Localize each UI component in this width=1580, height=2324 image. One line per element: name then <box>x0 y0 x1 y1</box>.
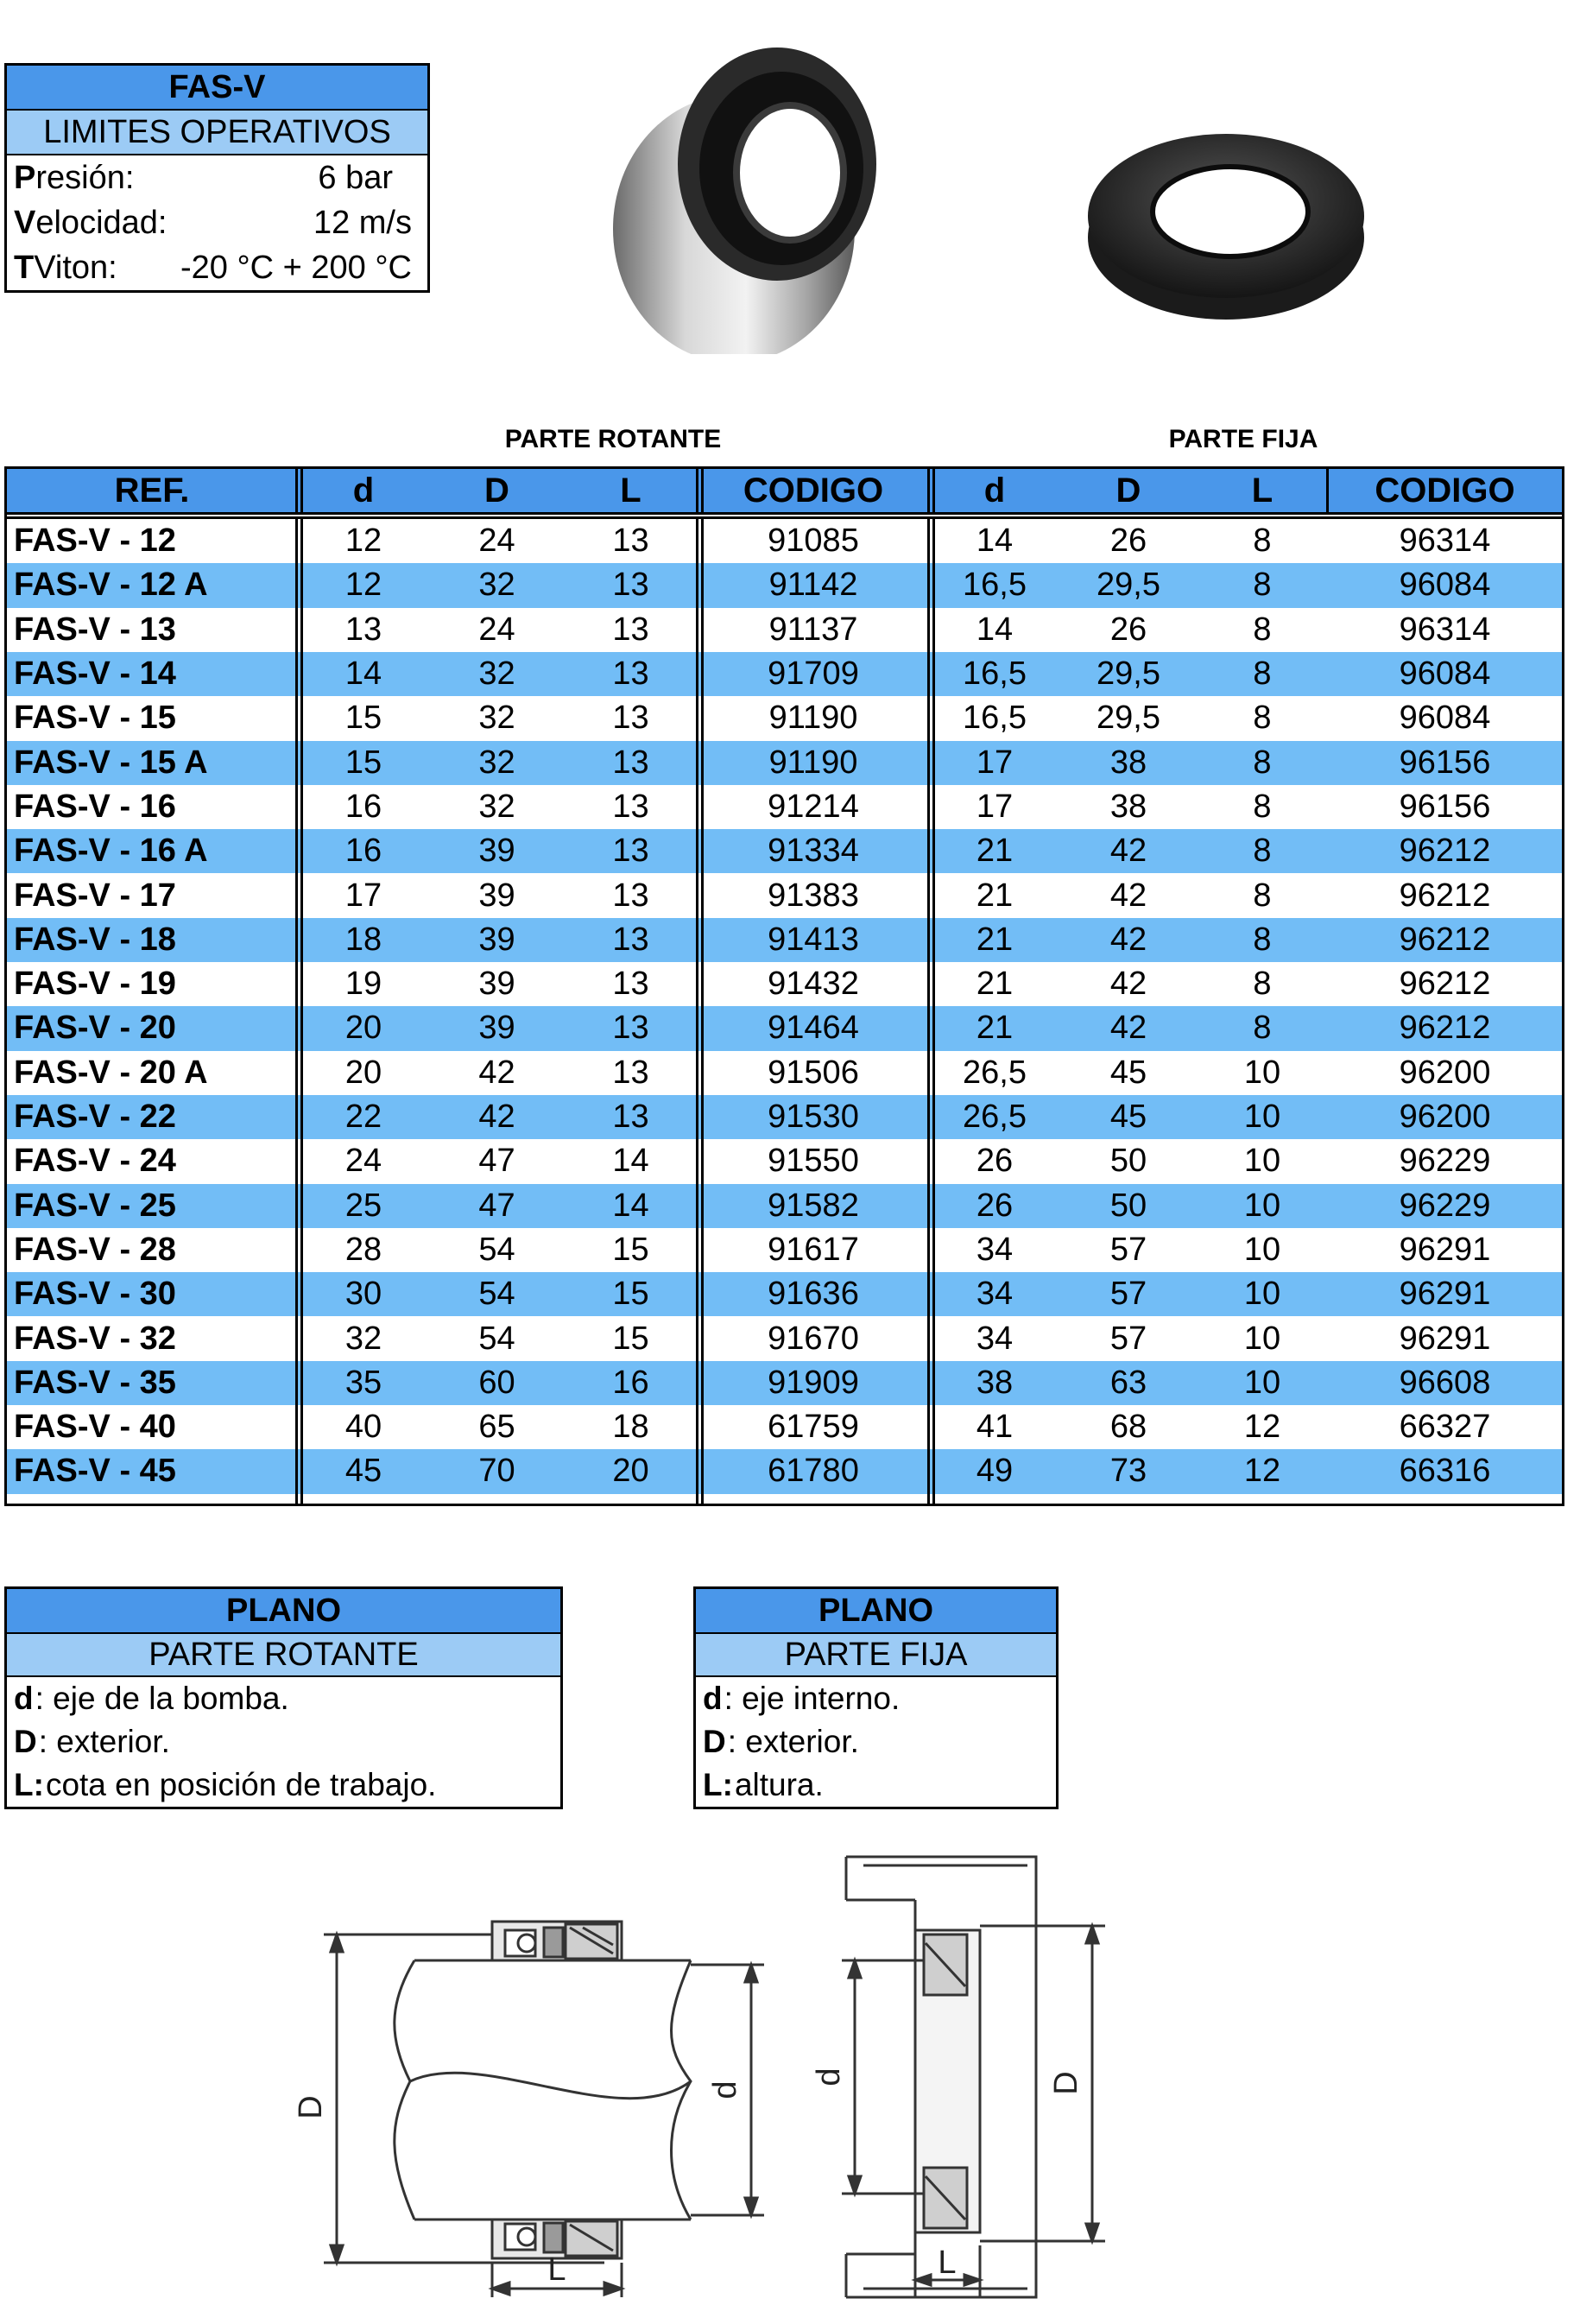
drawing-label-fix-L: L <box>938 2245 957 2281</box>
table-cell: 96291 <box>1399 1231 1491 1268</box>
table-cell: 45 <box>344 1453 382 1490</box>
plano-text: : eje interno. <box>724 1681 901 1716</box>
table-cell: 13 <box>612 611 649 648</box>
table-cell: 13 <box>612 1054 649 1091</box>
table-separator <box>300 469 303 1504</box>
fixed-seat-photo <box>1088 134 1364 320</box>
table-cell: 96314 <box>1399 522 1491 560</box>
table-cell: 54 <box>478 1320 515 1357</box>
table-cell: 20 <box>344 1010 382 1047</box>
table-header-cell: L <box>564 469 698 512</box>
table-cell: 10 <box>1243 1364 1281 1401</box>
table-cell: 42 <box>1109 833 1147 870</box>
table-cell: 13 <box>344 611 382 648</box>
table-cell: 29,5 <box>1097 655 1160 693</box>
ref-cell: FAS-V - 22 <box>14 1099 176 1136</box>
limits-box <box>4 63 430 293</box>
table-cell: 96212 <box>1399 877 1491 914</box>
table-cell: 66327 <box>1399 1409 1491 1446</box>
limits-initial: V <box>14 204 36 241</box>
table-cell: 91506 <box>768 1054 859 1091</box>
table-separator <box>1326 469 1329 512</box>
plano-text: : exterior. <box>727 1724 859 1759</box>
table-cell: 96212 <box>1399 1010 1491 1047</box>
table-cell: 34 <box>976 1320 1014 1357</box>
limits-value: -20 °C + 200 °C <box>180 249 412 286</box>
table-cell: 96084 <box>1399 567 1491 604</box>
table-cell: 34 <box>976 1231 1014 1268</box>
table-cell: 8 <box>1253 567 1272 604</box>
table-header-cell: L <box>1197 469 1328 512</box>
table-separator <box>696 469 698 1504</box>
table-cell: 91432 <box>768 966 859 1003</box>
table-cell: 8 <box>1253 744 1272 781</box>
ref-cell: FAS-V - 45 <box>14 1453 176 1490</box>
table-cell: 42 <box>478 1099 515 1136</box>
table-cell: 49 <box>976 1453 1014 1490</box>
table-cell: 17 <box>976 788 1014 825</box>
table-cell: 13 <box>612 700 649 737</box>
table-separator <box>701 469 704 1504</box>
table-cell: 8 <box>1253 877 1272 914</box>
table-cell: 15 <box>612 1320 649 1357</box>
table-cell: 20 <box>612 1453 649 1490</box>
limits-title: FAS-V <box>7 66 427 111</box>
table-cell: 30 <box>344 1276 382 1313</box>
plano-rotante-row <box>7 1764 560 1807</box>
table-cell: 91670 <box>768 1320 859 1357</box>
table-cell: 14 <box>612 1143 649 1180</box>
ref-cell: FAS-V - 13 <box>14 611 176 648</box>
ref-cell: FAS-V - 20 A <box>14 1054 208 1091</box>
table-cell: 70 <box>478 1453 515 1490</box>
plano-rotante-box <box>4 1586 563 1809</box>
table-cell: 91550 <box>768 1143 859 1180</box>
limits-initial: T <box>14 249 35 286</box>
table-cell: 34 <box>976 1276 1014 1313</box>
table-cell: 12 <box>1243 1453 1281 1490</box>
table-cell: 10 <box>1243 1099 1281 1136</box>
table-cell: 13 <box>612 921 649 958</box>
plano-rotante-row <box>7 1720 560 1764</box>
table-cell: 39 <box>478 833 515 870</box>
table-cell: 38 <box>1109 788 1147 825</box>
plano-fija-box <box>693 1586 1059 1809</box>
table-cell: 57 <box>1109 1231 1147 1268</box>
table-cell: 41 <box>976 1409 1014 1446</box>
table-cell: 96200 <box>1399 1099 1491 1136</box>
table-cell: 96156 <box>1399 744 1491 781</box>
table-cell: 91530 <box>768 1099 859 1136</box>
table-cell: 21 <box>976 877 1014 914</box>
product-photos <box>587 17 1416 354</box>
table-cell: 66316 <box>1399 1453 1491 1490</box>
table-cell: 13 <box>612 1099 649 1136</box>
table-cell: 13 <box>612 744 649 781</box>
table-cell: 96156 <box>1399 788 1491 825</box>
plano-text: : exterior. <box>38 1724 170 1759</box>
table-cell: 15 <box>612 1276 649 1313</box>
table-cell: 32 <box>478 744 515 781</box>
table-cell: 28 <box>344 1231 382 1268</box>
table-cell: 13 <box>612 788 649 825</box>
table-cell: 14 <box>976 611 1014 648</box>
table-cell: 21 <box>976 833 1014 870</box>
table-cell: 8 <box>1253 966 1272 1003</box>
table-cell: 24 <box>478 522 515 560</box>
plano-fija-row <box>696 1677 1056 1720</box>
table-cell: 16,5 <box>963 700 1027 737</box>
table-cell: 26 <box>976 1143 1014 1180</box>
table-cell: 13 <box>612 567 649 604</box>
table-cell: 45 <box>1109 1099 1147 1136</box>
plano-fija-subtitle: PARTE FIJA <box>696 1634 1056 1677</box>
ref-cell: FAS-V - 14 <box>14 655 176 693</box>
table-cell: 29,5 <box>1097 567 1160 604</box>
table-cell: 13 <box>612 966 649 1003</box>
ref-cell: FAS-V - 12 <box>14 522 176 560</box>
table-cell: 40 <box>344 1409 382 1446</box>
plano-key: d <box>703 1681 723 1716</box>
plano-text: altura. <box>734 1767 824 1802</box>
table-cell: 57 <box>1109 1276 1147 1313</box>
ref-cell: FAS-V - 12 A <box>14 567 208 604</box>
ref-cell: FAS-V - 25 <box>14 1187 176 1224</box>
table-cell: 26 <box>976 1187 1014 1224</box>
drawing-label-rot-L: L <box>547 2251 566 2288</box>
table-cell: 39 <box>478 921 515 958</box>
table-cell: 96229 <box>1399 1143 1491 1180</box>
table-cell: 12 <box>1243 1409 1281 1446</box>
table-cell: 26,5 <box>963 1054 1027 1091</box>
table-cell: 10 <box>1243 1231 1281 1268</box>
plano-rotante-row <box>7 1677 560 1720</box>
table-cell: 39 <box>478 1010 515 1047</box>
table-header-cell: REF. <box>7 469 297 512</box>
table-cell: 8 <box>1253 655 1272 693</box>
drawing-label-fix-D: D <box>1048 2071 1084 2095</box>
table-separator <box>932 469 935 1504</box>
ref-cell: FAS-V - 35 <box>14 1364 176 1401</box>
table-cell: 65 <box>478 1409 515 1446</box>
limits-row-pressure <box>7 155 427 200</box>
table-cell: 24 <box>344 1143 382 1180</box>
table-cell: 15 <box>612 1231 649 1268</box>
table-cell: 96314 <box>1399 611 1491 648</box>
dimensions-table <box>4 466 1564 1506</box>
table-cell: 96291 <box>1399 1320 1491 1357</box>
ref-cell: FAS-V - 20 <box>14 1010 176 1047</box>
table-cell: 8 <box>1253 833 1272 870</box>
table-cell: 91214 <box>768 788 859 825</box>
table-cell: 91909 <box>768 1364 859 1401</box>
limits-value: 6 bar <box>318 159 393 196</box>
limits-label: Viton: <box>34 249 117 286</box>
section-label-fixed: PARTE FIJA <box>1168 425 1318 453</box>
table-cell: 73 <box>1109 1453 1147 1490</box>
table-cell: 16 <box>344 833 382 870</box>
technical-drawings <box>259 1848 1174 2315</box>
section-label-rotating: PARTE ROTANTE <box>504 425 722 453</box>
table-cell: 18 <box>612 1409 649 1446</box>
table-header-cell: D <box>430 469 564 512</box>
table-cell: 38 <box>976 1364 1014 1401</box>
drawing-label-rot-d: d <box>707 2080 743 2099</box>
table-cell: 57 <box>1109 1320 1147 1357</box>
table-cell: 13 <box>612 1010 649 1047</box>
ref-cell: FAS-V - 24 <box>14 1143 176 1180</box>
table-cell: 13 <box>612 522 649 560</box>
table-cell: 8 <box>1253 522 1272 560</box>
table-cell: 10 <box>1243 1054 1281 1091</box>
table-cell: 96084 <box>1399 655 1491 693</box>
table-cell: 91617 <box>768 1231 859 1268</box>
table-cell: 10 <box>1243 1143 1281 1180</box>
table-cell: 12 <box>344 567 382 604</box>
table-cell: 91190 <box>768 744 858 781</box>
table-cell: 17 <box>976 744 1014 781</box>
table-cell: 96084 <box>1399 700 1491 737</box>
table-cell: 16,5 <box>963 567 1027 604</box>
table-cell: 21 <box>976 921 1014 958</box>
ref-cell: FAS-V - 16 A <box>14 833 208 870</box>
table-cell: 42 <box>1109 921 1147 958</box>
plano-rotante-subtitle: PARTE ROTANTE <box>7 1634 560 1677</box>
table-cell: 91137 <box>768 611 858 648</box>
table-cell: 8 <box>1253 1010 1272 1047</box>
table-cell: 39 <box>478 966 515 1003</box>
ref-cell: FAS-V - 17 <box>14 877 176 914</box>
limits-row-temperature <box>7 245 427 290</box>
plano-key: D <box>703 1724 726 1759</box>
table-cell: 96200 <box>1399 1054 1491 1091</box>
table-cell: 18 <box>344 921 382 958</box>
table-cell: 61780 <box>768 1453 859 1490</box>
table-separator <box>927 469 930 1504</box>
ref-cell: FAS-V - 30 <box>14 1276 176 1313</box>
table-cell: 38 <box>1109 744 1147 781</box>
table-cell: 26 <box>1109 611 1147 648</box>
plano-key: d <box>14 1681 34 1716</box>
ref-cell: FAS-V - 40 <box>14 1409 176 1446</box>
table-cell: 42 <box>1109 877 1147 914</box>
limits-value: 12 m/s <box>313 204 412 241</box>
limits-label: resión: <box>35 159 135 196</box>
plano-fija-title: PLANO <box>696 1589 1056 1634</box>
table-cell: 26,5 <box>963 1099 1027 1136</box>
table-cell: 63 <box>1109 1364 1147 1401</box>
table-cell: 8 <box>1253 611 1272 648</box>
table-cell: 42 <box>1109 1010 1147 1047</box>
table-cell: 15 <box>344 700 382 737</box>
table-cell: 25 <box>344 1187 382 1224</box>
drawing-label-rot-D: D <box>293 2095 329 2119</box>
table-cell: 16 <box>612 1364 649 1401</box>
table-cell: 91383 <box>768 877 859 914</box>
table-cell: 91582 <box>768 1187 859 1224</box>
table-cell: 16 <box>344 788 382 825</box>
drawing-label-fix-d: d <box>811 2068 847 2087</box>
table-cell: 39 <box>478 877 515 914</box>
plano-fija-row <box>696 1720 1056 1764</box>
table-header-cell: D <box>1060 469 1197 512</box>
table-cell: 21 <box>976 966 1014 1003</box>
table-cell: 32 <box>478 700 515 737</box>
table-cell: 91142 <box>768 567 858 604</box>
table-cell: 19 <box>344 966 382 1003</box>
table-cell: 14 <box>612 1187 649 1224</box>
table-cell: 91709 <box>768 655 859 693</box>
table-header-cell: CODIGO <box>1328 469 1562 512</box>
table-cell: 10 <box>1243 1320 1281 1357</box>
table-cell: 91464 <box>768 1010 859 1047</box>
table-cell: 96229 <box>1399 1187 1491 1224</box>
table-cell: 96212 <box>1399 833 1491 870</box>
table-cell: 8 <box>1253 921 1272 958</box>
table-cell: 16,5 <box>963 655 1027 693</box>
table-cell: 8 <box>1253 788 1272 825</box>
table-cell: 91085 <box>768 522 859 560</box>
table-cell: 17 <box>344 877 382 914</box>
plano-rotante-title: PLANO <box>7 1589 560 1634</box>
header-divider <box>7 512 1562 519</box>
table-header-cell: CODIGO <box>698 469 929 512</box>
plano-text: : eje de la bomba. <box>35 1681 289 1716</box>
ref-cell: FAS-V - 15 <box>14 700 176 737</box>
table-cell: 50 <box>1109 1187 1147 1224</box>
table-cell: 91413 <box>768 921 859 958</box>
table-cell: 96212 <box>1399 921 1491 958</box>
table-cell: 96608 <box>1399 1364 1491 1401</box>
ref-cell: FAS-V - 19 <box>14 966 176 1003</box>
table-cell: 14 <box>344 655 382 693</box>
plano-text: cota en posición de trabajo. <box>45 1767 437 1802</box>
table-cell: 13 <box>612 655 649 693</box>
rotating-part-drawing <box>324 1922 764 2297</box>
table-cell: 47 <box>478 1143 515 1180</box>
table-cell: 13 <box>612 877 649 914</box>
table-cell: 50 <box>1109 1143 1147 1180</box>
table-cell: 32 <box>478 655 515 693</box>
table-cell: 10 <box>1243 1187 1281 1224</box>
plano-key: L: <box>14 1767 44 1802</box>
table-cell: 12 <box>344 522 382 560</box>
table-cell: 96212 <box>1399 966 1491 1003</box>
rotating-seal-photo <box>613 47 876 354</box>
ref-cell: FAS-V - 28 <box>14 1231 176 1268</box>
limits-subtitle: LIMITES OPERATIVOS <box>7 111 427 155</box>
table-cell: 14 <box>976 522 1014 560</box>
table-cell: 35 <box>344 1364 382 1401</box>
table-cell: 32 <box>478 567 515 604</box>
table-cell: 15 <box>344 744 382 781</box>
table-cell: 8 <box>1253 700 1272 737</box>
ref-cell: FAS-V - 16 <box>14 788 176 825</box>
table-cell: 26 <box>1109 522 1147 560</box>
table-cell: 96291 <box>1399 1276 1491 1313</box>
table-cell: 91190 <box>768 700 858 737</box>
table-separator <box>295 469 298 1504</box>
table-cell: 54 <box>478 1231 515 1268</box>
table-cell: 22 <box>344 1099 382 1136</box>
ref-cell: FAS-V - 18 <box>14 921 176 958</box>
table-cell: 32 <box>478 788 515 825</box>
table-header-cell: d <box>929 469 1060 512</box>
plano-fija-row <box>696 1764 1056 1807</box>
table-cell: 42 <box>1109 966 1147 1003</box>
table-cell: 60 <box>478 1364 515 1401</box>
table-cell: 42 <box>478 1054 515 1091</box>
table-cell: 20 <box>344 1054 382 1091</box>
table-cell: 91334 <box>768 833 859 870</box>
table-cell: 10 <box>1243 1276 1281 1313</box>
table-cell: 13 <box>612 833 649 870</box>
limits-label: elocidad: <box>35 204 167 241</box>
table-cell: 29,5 <box>1097 700 1160 737</box>
table-cell: 47 <box>478 1187 515 1224</box>
table-cell: 32 <box>344 1320 382 1357</box>
ref-cell: FAS-V - 15 A <box>14 744 208 781</box>
table-cell: 91636 <box>768 1276 859 1313</box>
ref-cell: FAS-V - 32 <box>14 1320 176 1357</box>
limits-initial: P <box>14 159 36 196</box>
table-cell: 45 <box>1109 1054 1147 1091</box>
limits-row-speed <box>7 200 427 245</box>
table-cell: 68 <box>1109 1409 1147 1446</box>
plano-key: D <box>14 1724 37 1759</box>
table-cell: 54 <box>478 1276 515 1313</box>
table-cell: 61759 <box>768 1409 859 1446</box>
table-header-cell: d <box>297 469 430 512</box>
plano-key: L: <box>703 1767 733 1802</box>
table-cell: 21 <box>976 1010 1014 1047</box>
table-cell: 24 <box>478 611 515 648</box>
